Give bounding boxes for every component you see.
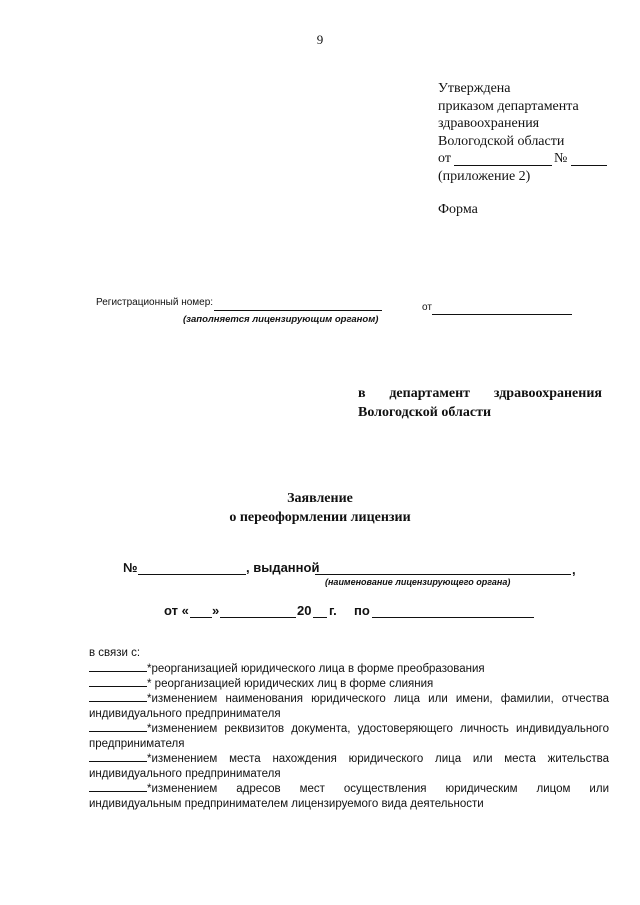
reason-item: [89, 721, 609, 752]
reason-item: [89, 661, 609, 677]
date-year-prefix: 20: [297, 603, 312, 618]
date-month-field[interactable]: [220, 617, 296, 618]
addressee-line2: Вологодской области: [358, 405, 492, 420]
reason-text: *изменением места нахождения юридического лица или места жительства индивидуального предпринимателя: [89, 753, 609, 780]
reason-item: [89, 751, 609, 782]
date-to-label: по: [354, 603, 370, 618]
approval-line: приказом департамента: [438, 98, 579, 114]
approval-block: [438, 80, 579, 185]
addressee-word: департамент: [389, 386, 471, 401]
reason-text: *изменением адресов мест осуществления юридическим лицом или индивидуальным предпринимателем лицензируемого вида деятельности: [89, 783, 609, 810]
license-end-comma: ,: [572, 562, 576, 577]
reason-item: [89, 691, 609, 722]
addressee-word: в: [358, 386, 366, 401]
license-issued-label: , выданной: [246, 560, 320, 575]
registration-date-label: от: [422, 302, 432, 313]
addressee: [358, 384, 602, 422]
registration-label: Регистрационный номер:: [96, 297, 214, 308]
approval-line: Утверждена: [438, 81, 511, 96]
reason-checkbox-blank[interactable]: [89, 751, 147, 762]
reason-item: [89, 676, 609, 692]
reason-text: *реорганизацией юридического лица в форме преобразования: [147, 663, 485, 675]
approval-line: Вологодской области: [438, 133, 565, 149]
license-num-label: №: [123, 560, 138, 575]
addressee-word: здравоохранения: [493, 386, 602, 401]
date-quote-close: »: [212, 603, 220, 618]
registration-date-field[interactable]: [432, 314, 572, 315]
date-day-field[interactable]: [190, 617, 212, 618]
approval-ot-label: от: [438, 151, 451, 166]
form-label: Форма: [438, 202, 478, 217]
order-date-blank[interactable]: [454, 165, 552, 166]
date-year-field[interactable]: [313, 617, 327, 618]
date-to-field[interactable]: [372, 617, 534, 618]
reason-item: [89, 781, 609, 812]
reasons-list: [89, 646, 609, 826]
approval-line: здравоохранения: [438, 116, 540, 131]
order-number-blank[interactable]: [571, 165, 607, 166]
document-subtitle: о переоформлении лицензии: [229, 510, 411, 525]
registration-note: (заполняется лицензирующим органом): [183, 314, 379, 325]
approval-num-label: №: [554, 151, 568, 166]
licensing-organ-field[interactable]: [315, 574, 571, 575]
page-number: 9: [316, 32, 324, 47]
approval-order-line: [438, 150, 579, 168]
reasons-intro: в связи с:: [89, 647, 141, 659]
reason-checkbox-blank[interactable]: [89, 691, 147, 702]
approval-appendix: (приложение 2): [438, 168, 531, 184]
reason-checkbox-blank[interactable]: [89, 676, 147, 687]
registration-number-field[interactable]: [214, 310, 382, 311]
reason-text: *изменением реквизитов документа, удостоверяющего личность индивидуального предпринимателя: [89, 723, 609, 750]
date-from-label: от «: [164, 603, 189, 618]
reason-checkbox-blank[interactable]: [89, 781, 147, 792]
reason-checkbox-blank[interactable]: [89, 721, 147, 732]
licensing-organ-note: (наименование лицензирующего органа): [325, 577, 511, 587]
reason-text: *изменением наименования юридического лица или имени, фамилии, отчества индивидуального предпринимателя: [89, 693, 609, 720]
document-title: Заявление: [287, 491, 353, 506]
reason-text: * реорганизацией юридических лиц в форме слияния: [147, 678, 434, 690]
reason-checkbox-blank[interactable]: [89, 661, 147, 672]
license-number-field[interactable]: [138, 574, 246, 575]
date-year-suffix: г.: [329, 603, 337, 618]
